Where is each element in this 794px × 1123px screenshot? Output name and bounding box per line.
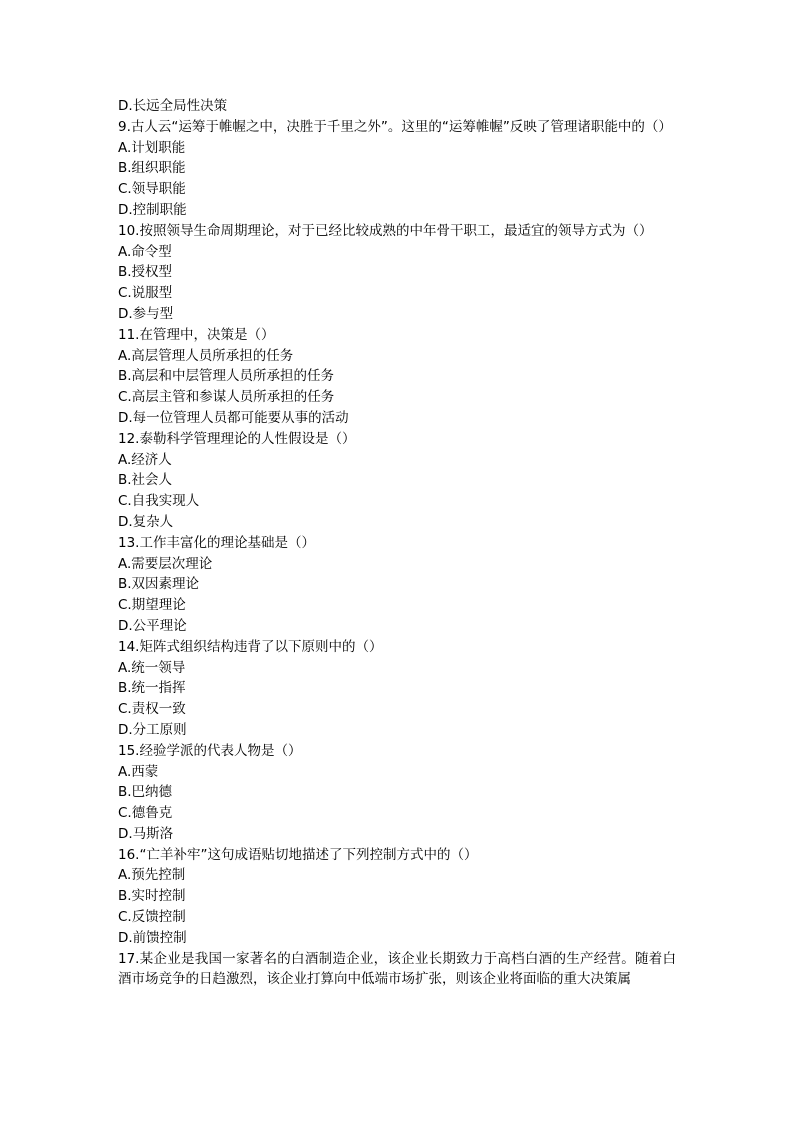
answer-option: C.领导职能 [118,181,186,198]
answer-option: C.高层主管和参谋人员所承担的任务 [118,389,335,406]
answer-option: D.复杂人 [118,513,174,530]
answer-option: A.计划职能 [118,139,186,156]
question-stem: 12.泰勒科学管理理论的人性假设是（） [118,430,356,447]
answer-option: C.说服型 [118,285,173,302]
answer-option: D.每一位管理人员都可能要从事的活动 [118,409,349,426]
answer-option: A.西蒙 [118,763,159,780]
answer-option: C.期望理论 [118,597,186,614]
question-stem: 16.“亡羊补牢”这句成语贴切地描述了下列控制方式中的（） [118,846,478,863]
answer-option: D.公平理论 [118,617,187,634]
answer-option: A.经济人 [118,451,172,468]
answer-option: D.分工原则 [118,721,187,738]
answer-option: D.控制职能 [118,201,187,218]
question-stem: 15.经验学派的代表人物是（） [118,742,302,759]
answer-option: B.组织职能 [118,160,186,177]
answer-option: B.高层和中层管理人员所承担的任务 [118,368,335,385]
question-stem: 9.古人云“运筹于帷幄之中，决胜于千里之外”。这里的“运筹帷幄”反映了管理诸职能中的（） [118,118,672,135]
answer-option: D.马斯洛 [118,825,174,842]
question-stem: 11.在管理中，决策是（） [118,326,275,343]
answer-option: D.参与型 [118,305,174,322]
answer-option: A.统一领导 [118,659,186,676]
answer-option: A.预先控制 [118,867,186,884]
answer-option: C.责权一致 [118,701,186,718]
question-stem: 14.矩阵式组织结构违背了以下原则中的（） [118,638,383,655]
answer-option: B.社会人 [118,472,173,489]
answer-option: B.实时控制 [118,888,186,905]
question-list [118,96,676,990]
answer-option: A.需要层次理论 [118,555,213,572]
answer-option: A.高层管理人员所承担的任务 [118,347,294,364]
answer-option: A.命令型 [118,243,172,260]
answer-option: C.德鲁克 [118,805,173,822]
answer-option: D.长远全局性决策 [118,98,228,114]
answer-option: B.统一指挥 [118,680,186,697]
question-stem: 13.工作丰富化的理论基础是（） [118,534,315,551]
answer-option: D.前馈控制 [118,929,187,946]
answer-option: B.双因素理论 [118,576,200,593]
question-stem: 10.按照领导生命周期理论，对于已经比较成熟的中年骨干职工，最适宜的领导方式为（） [118,222,653,239]
answer-option: C.反馈控制 [118,909,186,926]
answer-option: B.授权型 [118,264,173,281]
question-stem: 17.某企业是我国一家著名的白酒制造企业，该企业长期致力于高档白酒的生产经营。随着白酒市场竞争的日趋激烈，该企业打算向中低端市场扩张，则该企业将面临的重大决策属 [118,950,676,988]
answer-option: C.自我实现人 [118,493,200,510]
answer-option: B.巴纳德 [118,784,173,801]
